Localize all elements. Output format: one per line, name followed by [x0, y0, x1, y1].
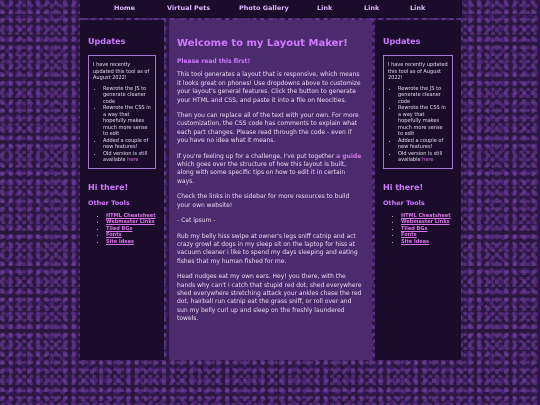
hi-there-title: Hi there! — [88, 182, 129, 192]
nav-link-virtual-pets[interactable]: Virtual Pets — [167, 4, 211, 12]
guide-paragraph — [177, 153, 364, 187]
nav-link-3[interactable]: Link — [410, 4, 426, 12]
update-item: • Rewrote the CSS in a way that hopefully makes much more sense to edit — [103, 105, 151, 138]
tool-link-html-cheatsheet[interactable]: HTML Cheatsheet — [401, 212, 451, 219]
top-navbar — [80, 0, 462, 18]
page-title: Welcome to my Layout Maker! — [177, 38, 348, 49]
update-item: • Added a couple of new features! — [398, 138, 448, 151]
tool-link-html-cheatsheet[interactable]: HTML Cheatsheet — [106, 212, 156, 219]
updates-box — [383, 55, 453, 169]
tool-link-fonts[interactable]: Fonts — [106, 232, 122, 238]
update-item: • Added a couple of new features! — [103, 138, 151, 151]
tool-item — [106, 239, 156, 246]
updates-list — [388, 86, 448, 164]
old-version-text: Old version is still available — [103, 150, 148, 163]
updates-title: Updates — [88, 37, 126, 46]
updates-list — [93, 86, 151, 164]
updates-title: Updates — [383, 37, 421, 46]
nav-link-2[interactable]: Link — [364, 4, 380, 12]
old-version-link[interactable]: here — [422, 157, 434, 163]
guide-link[interactable]: a guide — [336, 152, 362, 160]
cat-ipsum-heading: - Cat ipsum - — [177, 217, 216, 225]
hi-there-title: Hi there! — [383, 182, 424, 192]
tool-link-site-ideas[interactable]: Site Ideas — [106, 238, 135, 245]
read-first-heading: Please read this first! — [177, 58, 251, 65]
cat-ipsum-paragraph-2: Head nudges eat my own ears. Hey! you there, with the hands why can't i catch that stupid red dot, shed everywhere shed everywhere stretching attack your ankles chase the red dot, hairball run catnip eat the grass sniff, or roll over and sun my belly curl up and sleep on the freshly laundered towels. — [177, 273, 362, 323]
tools-list — [383, 213, 453, 246]
main-content — [169, 20, 372, 360]
update-item-old-version — [398, 151, 448, 164]
intro-paragraph: This tool generates a layout that is responsive, which means it looks great on phones! Use dropdowns above to customize your layout's general features. Click the button to generate your HTML and CSS, and paste it into a file on Neocities. — [177, 71, 361, 104]
tool-link-tiled-bgs[interactable]: Tiled BGs — [106, 225, 133, 232]
nav-link-1[interactable]: Link — [317, 4, 333, 12]
tool-link-tiled-bgs[interactable]: Tiled BGs — [401, 225, 428, 232]
customization-paragraph: Then you can replace all of the text with your own. For more customization, the CSS code has comments to explain what each part changes. Please read through the code - even if you have no idea what it means. — [177, 112, 359, 145]
nav-link-home[interactable]: Home — [114, 4, 136, 12]
guide-text-after: which goes over the structure of how this layout is built, along with some specific tips on how to edit it in certain ways. — [177, 161, 347, 185]
guide-text-before: If you're feeling up for a challenge, I've put together — [177, 152, 337, 160]
updates-intro: I have recently updated this tool as of August 2022! — [93, 62, 150, 81]
left-sidebar — [80, 20, 164, 360]
old-version-text: Old version is still available — [398, 150, 443, 163]
cat-ipsum-paragraph-1: Rub my belly hiss swipe at owner's legs sniff catnip and act crazy growl at dogs in my sleep sit on the laptop for hiss at vacuum cleaner i like to spend my days sleeping and eating fishes that my human fished for me. — [177, 232, 358, 265]
updates-box — [88, 55, 156, 169]
update-item-old-version — [103, 151, 151, 164]
tool-item — [401, 239, 453, 246]
tool-link-webmaster-links[interactable]: Webmaster Links — [401, 219, 450, 225]
resources-paragraph: Check the links in the sidebar for more resources to build your own website! — [177, 193, 350, 209]
tool-link-site-ideas[interactable]: Site Ideas — [401, 238, 430, 245]
update-item: • Rewrote the CSS in a way that hopefully makes much more sense to edit — [398, 105, 448, 138]
tool-link-webmaster-links[interactable]: Webmaster Links — [106, 219, 155, 225]
tool-link-fonts[interactable]: Fonts — [401, 232, 417, 238]
right-sidebar — [375, 20, 461, 360]
update-item: • Rewrote the JS to generate cleaner code — [398, 86, 448, 106]
old-version-link[interactable]: here — [127, 157, 139, 163]
update-item: • Rewrote the JS to generate cleaner code — [103, 86, 151, 106]
other-tools-title: Other Tools — [383, 198, 425, 207]
other-tools-title: Other Tools — [88, 198, 130, 207]
tools-list — [88, 213, 156, 246]
nav-link-photo-gallery[interactable]: Photo Gallery — [239, 4, 289, 12]
updates-intro: I have recently updated this tool as of August 2022! — [388, 62, 448, 81]
